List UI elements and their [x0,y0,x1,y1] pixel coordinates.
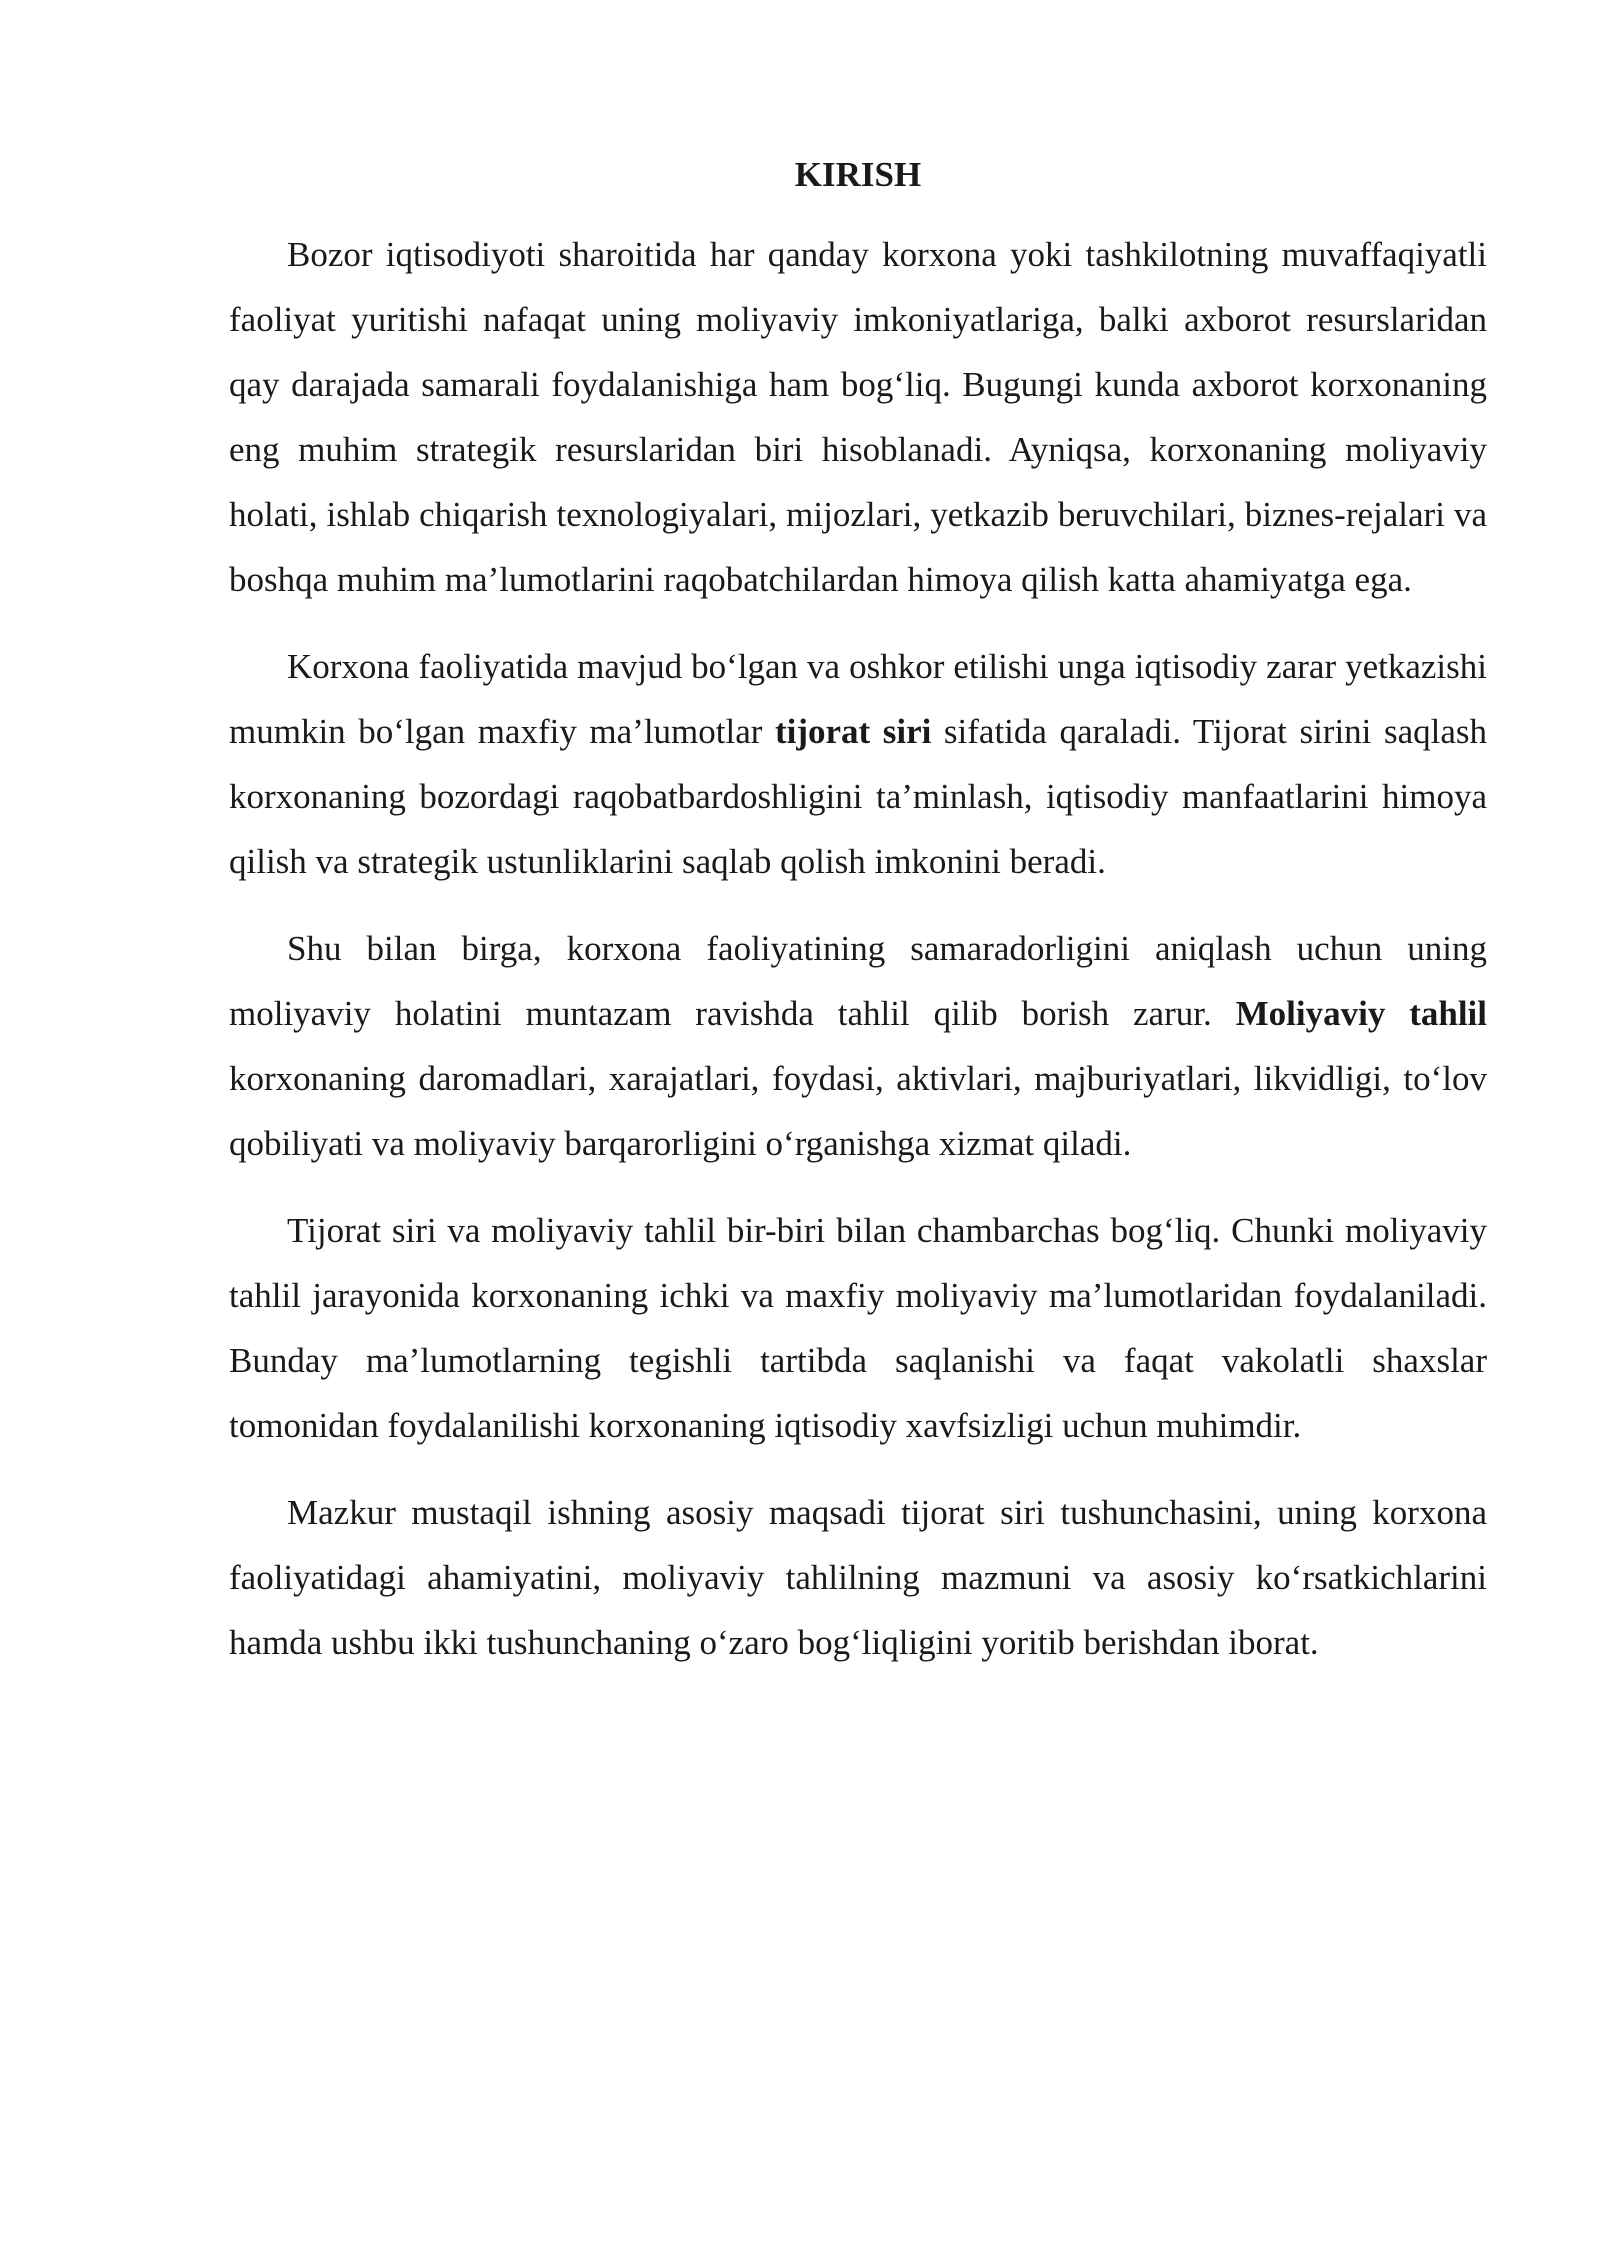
bold-term-tijorat-siri: tijorat siri [774,712,932,751]
paragraph-text: Bozor iqtisodiyoti sharoitida har qanday korxona yoki tashkilotning muvaffaqiyatli faoliyat yuritishi nafaqat uning moliyaviy imkoniyatlariga, balki axborot resurslaridan qay darajada samarali foydalanishiga ham bog‘liq. Bugungi kunda axborot korxonaning eng muhim strategik resurslaridan biri hisoblanadi. Ayniqsa, korxonaning moliyaviy holati, ishlab chiqarish texnologiyalari, mijozlari, yetkazib beruvchilari, biznes-rejalari va boshqa muhim ma’lumotlarini raqobatchilardan himoya qilish katta ahamiyatga ega. [229,235,1487,599]
paragraph-text: sifatida qaraladi. Tijorat sirini saqlash korxonaning bozordagi raqobatbardoshligini ta’minlash, iqtisodiy manfaatlarini himoya qilish va strategik ustunliklarini saqlab qolish imkonini beradi. [229,712,1487,881]
paragraph-2 [229,634,1487,894]
paragraph-4 [229,1198,1487,1458]
paragraph-text: korxonaning daromadlari, xarajatlari, foydasi, aktivlari, majburiyatlari, likvidligi, to‘lov qobiliyati va moliyaviy barqarorligini o‘rganishga xizmat qiladi. [229,1059,1487,1163]
bold-term-moliyaviy-tahlil: Moliyaviy tahlil [1235,994,1487,1033]
paragraph-5 [229,1480,1487,1675]
paragraph-1 [229,222,1487,612]
paragraph-text: Shu bilan birga, korxona faoliyatining samaradorligini aniqlash uchun uning moliyaviy holatini muntazam ravishda tahlil qilib borish zarur. [229,929,1487,1033]
document-page [229,150,1487,1697]
paragraph-text: Tijorat siri va moliyaviy tahlil bir-biri bilan chambarchas bog‘liq. Chunki moliyaviy tahlil jarayonida korxonaning ichki va maxfiy moliyaviy ma’lumotlaridan foydalaniladi. Bunday ma’lumotlarning tegishli tartibda saqlanishi va faqat vakolatli shaxslar tomonidan foydalanilishi korxonaning iqtisodiy xavfsizligi uchun muhimdir. [229,1211,1487,1445]
paragraph-text: Korxona faoliyatida mavjud bo‘lgan va oshkor etilishi unga iqtisodiy zarar yetkazishi mumkin bo‘lgan maxfiy ma’lumotlar [229,647,1487,751]
paragraph-text: Mazkur mustaqil ishning asosiy maqsadi tijorat siri tushunchasini, uning korxona faoliyatidagi ahamiyatini, moliyaviy tahlilning mazmuni va asosiy ko‘rsatkichlarini hamda ushbu ikki tushunchaning o‘zaro bog‘liqligini yoritib berishdan iborat. [229,1493,1487,1662]
paragraph-3 [229,916,1487,1176]
page-title: KIRISH [794,155,922,194]
